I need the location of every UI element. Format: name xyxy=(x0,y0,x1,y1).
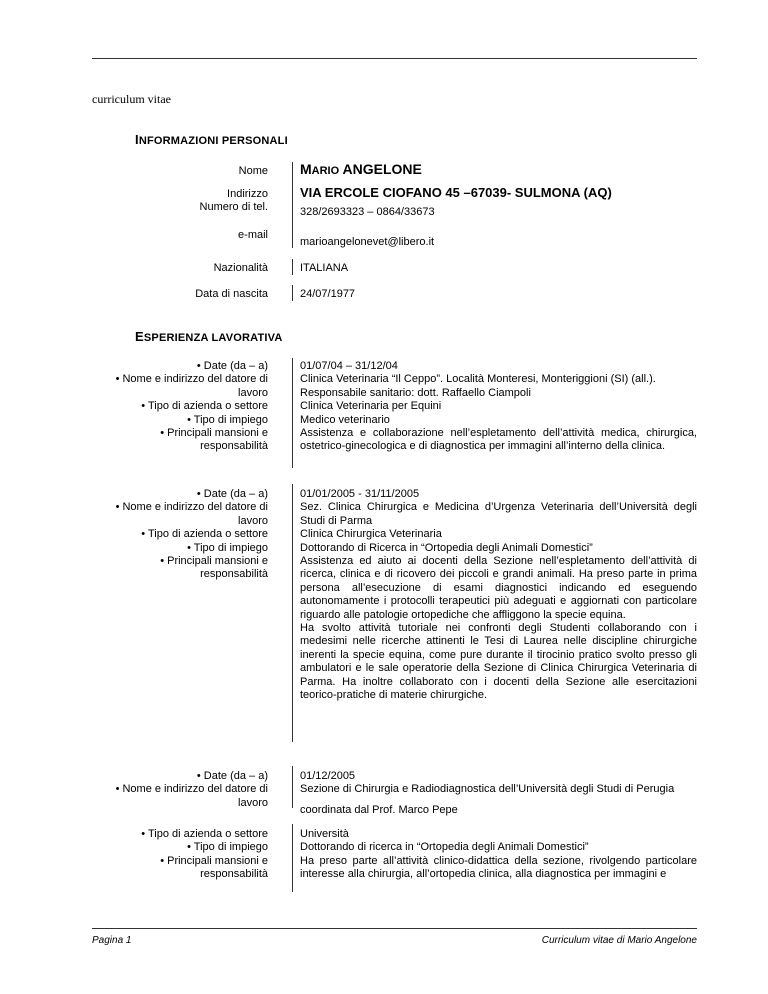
duties-label: • Principali mansioni e responsabilità xyxy=(160,854,268,881)
job-dates: 01/01/2005 - 31/11/2005 xyxy=(300,488,420,500)
job-coordinator: coordinata dal Prof. Marco Pepe xyxy=(300,803,458,816)
job-sector: Università xyxy=(300,828,349,840)
dates-label: • Date (da – a) xyxy=(196,770,268,782)
employer-label: • Nome e indirizzo del datore di lavoro xyxy=(115,501,268,527)
job-duties: Assistenza e collaborazione nell’espletamento dell’attività medica, chirurgica, ostetrico-ginecologica e di diagnostica per immagini all’interno della clinica. xyxy=(300,427,697,453)
sector-label: • Tipo di azienda o settore xyxy=(141,528,268,541)
job-labels xyxy=(90,770,268,810)
divider xyxy=(292,226,293,248)
page-number: Pagina 1 xyxy=(92,935,132,946)
full-name: MARIO ANGELONE xyxy=(300,161,422,177)
job-labels xyxy=(90,488,268,582)
phone-value: 328/2693323 – 0864/33673 xyxy=(300,206,435,218)
footer-title: Curriculum vitae di Mario Angelone xyxy=(541,935,697,946)
job-duties: Assistenza ed aiuto ai docenti della Sezione nell’espletamento dell’attività di ricerca, clinica e di ricovero dei piccoli e grandi animali. Ha preso parte in prima persona all’esecuzione di esami diagnostici indicando ed eseguendo autonomamente i protocolli terapeutici più adeguati e aggiornati con particolare riguardo alle patologie ortopediche che affliggono la specie equina. xyxy=(300,555,697,621)
job-type: Medico veterinario xyxy=(300,413,390,426)
employer-label: • Nome e indirizzo del datore di lavoro xyxy=(115,783,268,809)
nationality-label: Nazionalità xyxy=(213,262,268,274)
document-label: curriculum vitae xyxy=(92,92,171,106)
job-entry xyxy=(300,770,697,817)
employer-label: • Nome e indirizzo del datore di lavoro xyxy=(115,373,268,399)
job-entry-details xyxy=(300,828,697,882)
job-duties: Ha preso parte all’attività clinico-didattica della sezione, rivolgendo particolare interesse alla chirurgia, all’ortopedia clinica, alla diagnostica per immagini e xyxy=(300,854,697,881)
personal-info-heading: INFORMAZIONI PERSONALI xyxy=(135,132,288,147)
name-label: Nome xyxy=(238,165,268,177)
nationality-value: ITALIANA xyxy=(300,262,349,274)
address-label: Indirizzo xyxy=(227,188,268,200)
work-experience-heading: ESPERIENZA LAVORATIVA xyxy=(135,329,283,344)
divider xyxy=(292,285,293,301)
sector-label: • Tipo di azienda o settore xyxy=(141,828,268,840)
job-employer: Sezione di Chirurgia e Radiodiagnostica dell’Università degli Studi di Perugia xyxy=(300,783,675,796)
job-type: Dottorando di Ricerca in “Ortopedia degli Animali Domestici” xyxy=(300,541,593,554)
job-dates: 01/07/04 – 31/12/04 xyxy=(300,360,398,372)
job-type-label: • Tipo di impiego xyxy=(187,841,268,854)
job-sector: Clinica Veterinaria per Equini xyxy=(300,400,442,413)
divider xyxy=(292,162,293,186)
dates-label: • Date (da – a) xyxy=(196,360,268,372)
job-duties-continued: Ha svolto attività tutoriale nei confronti degli Studenti collaborando con i medesimi nelle ricerche attinenti le Tesi di Laurea nelle discipline chirurgiche inerenti la specie equina, come pure durante il tirocinio pratico svolto presso gli ambulatori e le sale operatorie della Sezione di Clinica Chirurgica Veterinaria di Parma. Ha inoltre collaborato con i docenti della Sezione alle esercitazioni teorico-pratiche di materie chirurgiche. xyxy=(300,622,697,702)
divider xyxy=(292,766,293,808)
sector-label: • Tipo di azienda o settore xyxy=(141,400,268,413)
duties-label: • Principali mansioni e responsabilità xyxy=(160,555,268,581)
birthdate-label: Data di nascita xyxy=(195,288,268,300)
job-labels xyxy=(90,828,268,882)
job-entry xyxy=(300,360,697,454)
email-value: marioangelonevet@libero.it xyxy=(300,236,435,248)
job-type-label: • Tipo di impiego xyxy=(187,541,268,554)
address-value: VIA ERCOLE CIOFANO 45 –67039- SULMONA (AQ) xyxy=(300,185,612,200)
job-type-label: • Tipo di impiego xyxy=(187,413,268,426)
birthdate-value: 24/07/1977 xyxy=(300,288,356,300)
divider xyxy=(292,186,293,226)
divider xyxy=(292,358,293,468)
email-label: e-mail xyxy=(238,229,268,241)
footer-rule xyxy=(92,928,697,929)
header-rule xyxy=(92,58,697,59)
dates-label: • Date (da – a) xyxy=(196,488,268,500)
job-type: Dottorando di ricerca in “Ortopedia degli Animali Domestici” xyxy=(300,841,589,854)
job-labels xyxy=(90,360,268,454)
job-employer: Sez. Clinica Chirurgica e Medicina d’Urgenza Veterinaria dell’Università degli Studi di Parma xyxy=(300,501,697,527)
divider xyxy=(292,824,293,892)
job-responsible: Responsabile sanitario: dott. Raffaello Ciampoli xyxy=(300,386,531,399)
job-sector: Clinica Chirurgica Veterinaria xyxy=(300,528,442,541)
duties-label: • Principali mansioni e responsabilità xyxy=(160,427,268,453)
divider xyxy=(292,484,293,742)
job-entry xyxy=(300,488,697,703)
job-employer: Clinica Veterinaria “Il Ceppo”. Località Monteresi, Monteriggioni (SI) (all.). xyxy=(300,373,656,386)
divider xyxy=(292,259,293,275)
phone-label: Numero di tel. xyxy=(199,201,268,213)
job-dates: 01/12/2005 xyxy=(300,770,356,782)
